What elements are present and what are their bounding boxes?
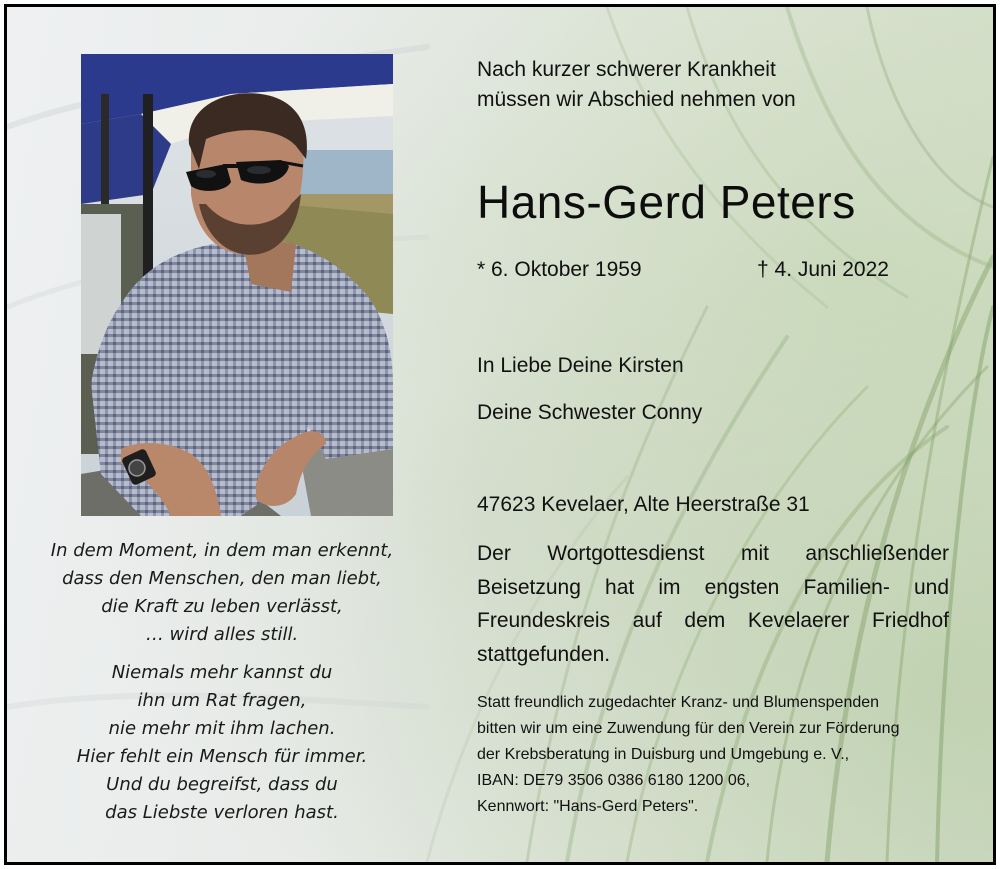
donation-line: Kennwort: "Hans-Gerd Peters".	[477, 798, 699, 815]
poem-stanza-1	[37, 537, 407, 649]
poem-line: Hier fehlt ein Mensch für immer.	[76, 746, 368, 767]
poem-line: Niemals mehr kannst du	[111, 662, 333, 683]
birth-date: * 6. Oktober 1959	[477, 258, 642, 281]
mourner-line: In Liebe Deine Kirsten	[477, 354, 684, 377]
poem-line: In dem Moment, in dem man erkennt,	[50, 540, 394, 561]
intro-line: müssen wir Abschied nehmen von	[477, 88, 796, 111]
mourner-line: Deine Schwester Conny	[477, 401, 703, 424]
donation-line: IBAN: DE79 3506 0386 6180 1200 06,	[477, 772, 751, 789]
donation-notice	[477, 690, 957, 820]
donation-line: Statt freundlich zugedachter Kranz- und Blumenspenden	[477, 694, 880, 711]
poem-line: das Liebste verloren hast.	[105, 802, 339, 823]
donation-line: bitten wir um eine Zuwendung für den Verein zur Förderung	[477, 720, 900, 737]
poem-line: nie mehr mit ihm lachen.	[108, 718, 336, 739]
death-date: † 4. Juni 2022	[757, 258, 889, 281]
intro-line: Nach kurzer schwerer Krankheit	[477, 58, 776, 81]
poem-line: die Kraft zu leben verlässt,	[101, 596, 343, 617]
address: 47623 Kevelaer, Alte Heerstraße 31	[477, 493, 810, 516]
service-notice: Der Wortgottesdienst mit anschließender Beisetzung hat im engsten Familien- und Freundeskreis auf dem Kevelaerer Friedhof stattgefunden.	[477, 542, 949, 666]
obituary-card	[4, 4, 996, 865]
poem-line: … wird alles still.	[145, 624, 299, 645]
deceased-name: Hans-Gerd Peters	[477, 176, 856, 228]
poem-stanza-2	[37, 659, 407, 827]
poem-line: ihn um Rat fragen,	[137, 690, 307, 711]
portrait-photo	[81, 54, 393, 516]
poem-line: dass den Menschen, den man liebt,	[62, 568, 382, 589]
poem-line: Und du begreifst, dass du	[106, 774, 338, 795]
intro-text	[477, 55, 957, 115]
donation-line: der Krebsberatung in Duisburg und Umgebung e. V.,	[477, 746, 850, 763]
